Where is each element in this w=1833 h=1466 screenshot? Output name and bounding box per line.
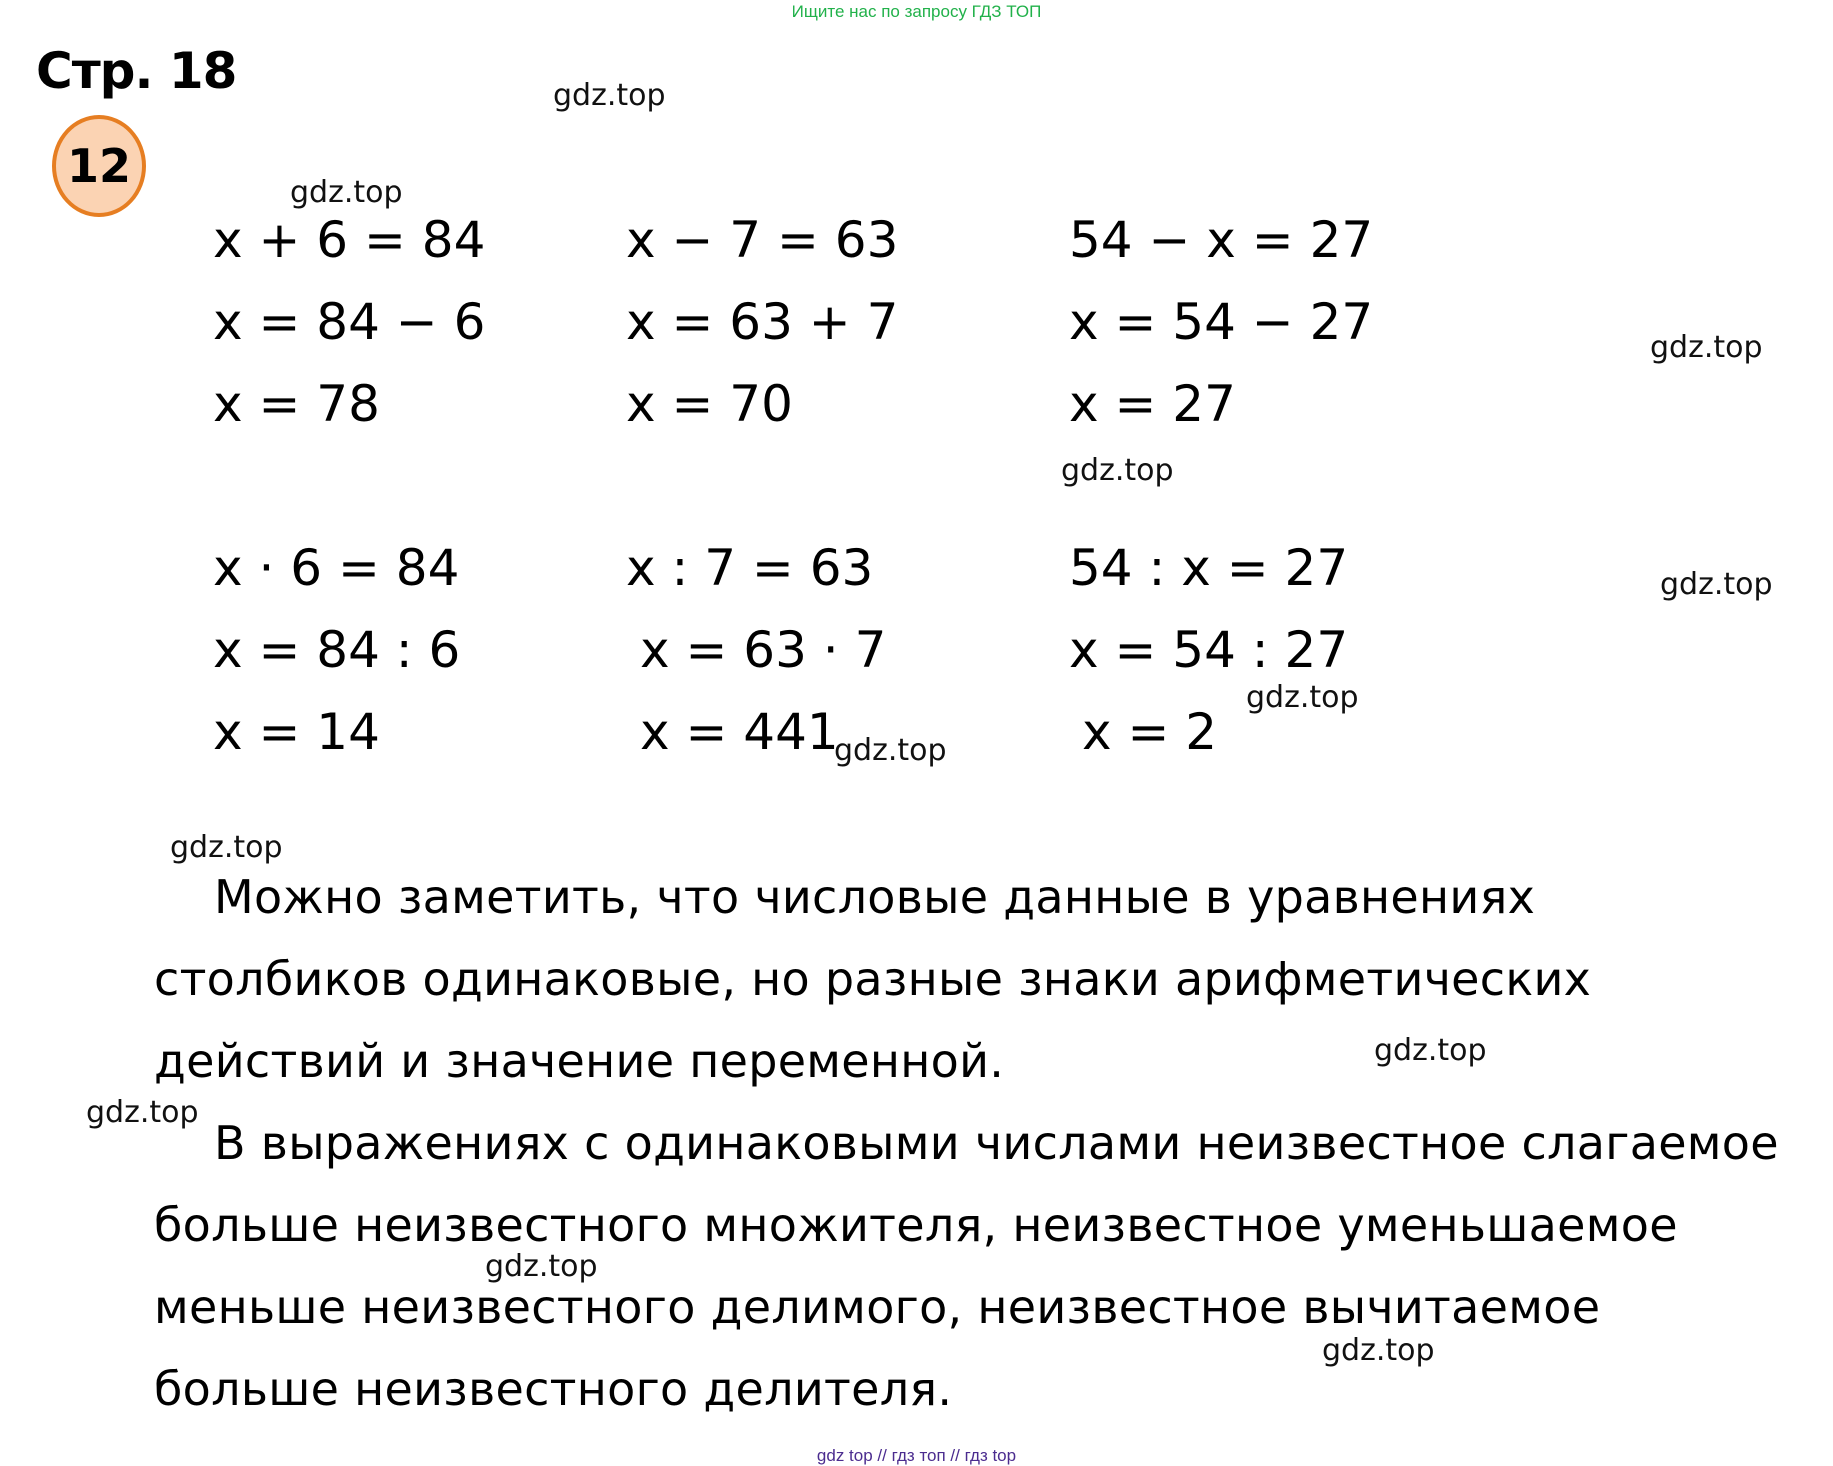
watermark: gdz.top [834,733,947,768]
watermark: gdz.top [1374,1033,1487,1068]
footer-links[interactable]: gdz top // гдз топ // гдз top [816,1446,1017,1465]
equation: x = 441 [640,703,839,761]
equation: x = 14 [213,703,380,761]
paragraph-line: меньше неизвестного делимого, неизвестное вычитаемое [154,1280,1601,1334]
equation: 54 : x = 27 [1069,539,1349,597]
watermark: gdz.top [1246,680,1359,715]
equation: x · 6 = 84 [213,539,460,597]
equation: x : 7 = 63 [626,539,874,597]
equation: x = 63 + 7 [626,293,899,351]
equation: x − 7 = 63 [626,211,899,269]
equation: x = 84 : 6 [213,621,461,679]
equation: x = 84 − 6 [213,293,486,351]
equation: x = 27 [1069,375,1236,433]
watermark: gdz.top [485,1249,598,1284]
equation: x = 2 [1082,703,1218,761]
equation: 54 − x = 27 [1069,211,1374,269]
watermark: gdz.top [86,1095,199,1130]
task-number-badge [52,115,146,217]
equation: x = 63 · 7 [640,621,887,679]
equation: x = 54 − 27 [1069,293,1374,351]
watermark: gdz.top [170,830,283,865]
paragraph-line: В выражениях с одинаковыми числами неизвестное слагаемое [214,1116,1779,1170]
paragraph-line: Можно заметить, что числовые данные в уравнениях [214,870,1536,924]
watermark: gdz.top [1650,330,1763,365]
paragraph-line: действий и значение переменной. [154,1034,1005,1088]
paragraph-line: больше неизвестного множителя, неизвестное уменьшаемое [154,1198,1678,1252]
task-number: 12 [66,139,131,193]
top-note: Ищите нас по запросу ГДЗ ТОП [791,2,1042,21]
watermark: gdz.top [1061,453,1174,488]
equation: x = 54 : 27 [1069,621,1349,679]
equation: x + 6 = 84 [213,211,486,269]
page-title: Стр. 18 [36,42,237,100]
watermark: gdz.top [1322,1333,1435,1368]
watermark: gdz.top [290,175,403,210]
watermark: gdz.top [553,78,666,113]
paragraph-line: столбиков одинаковые, но разные знаки арифметических [154,952,1592,1006]
paragraph-line: больше неизвестного делителя. [154,1362,953,1416]
watermark: gdz.top [1660,567,1773,602]
equation: x = 78 [213,375,380,433]
equation: x = 70 [626,375,793,433]
